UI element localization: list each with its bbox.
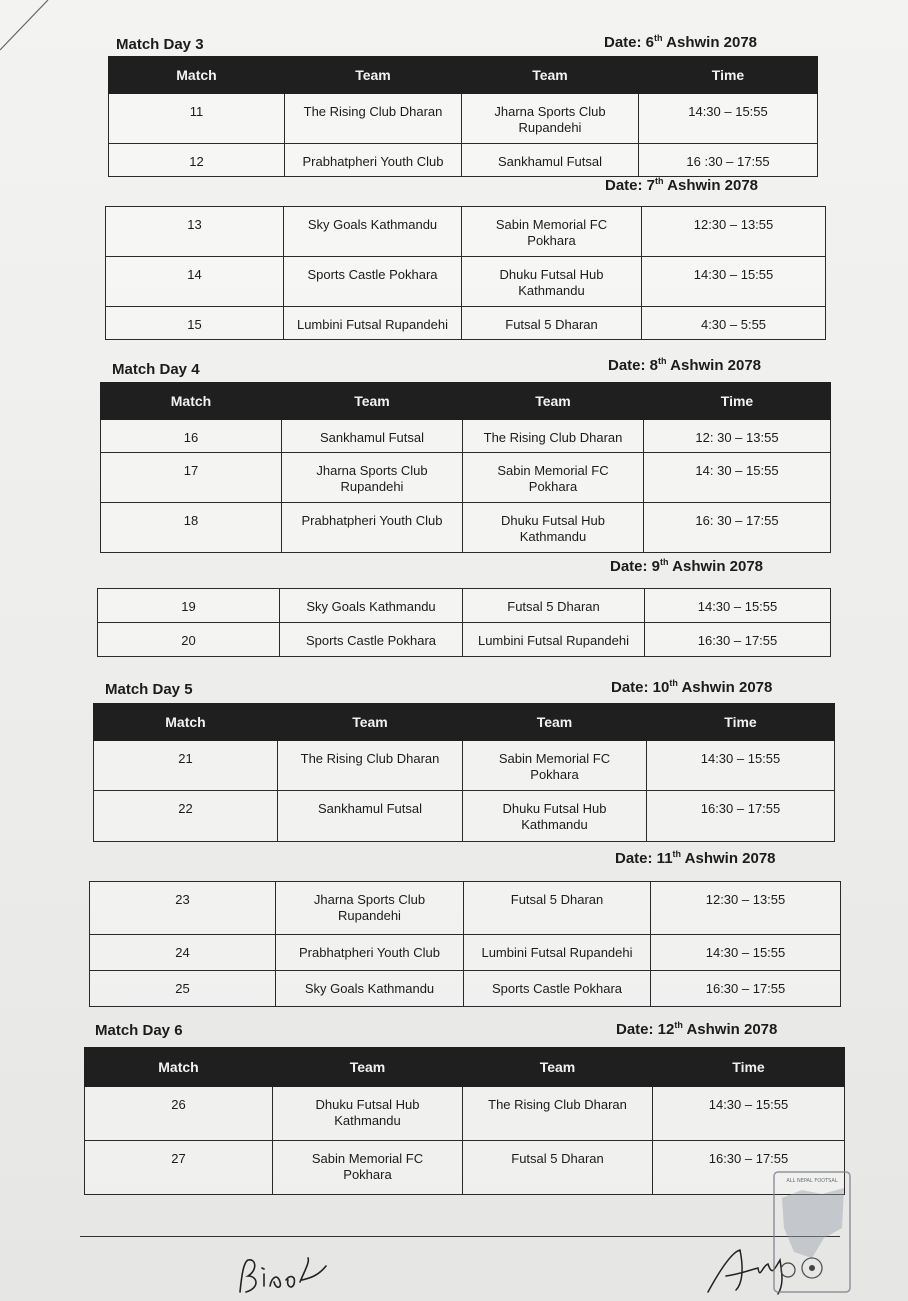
match-number: 20 [98, 623, 280, 657]
match-time: 12: 30 – 13:55 [644, 420, 831, 453]
match-number: 18 [101, 503, 282, 553]
column-header-team: Team [463, 1048, 653, 1087]
team-home: Prabhatpheri Youth Club [282, 503, 463, 553]
table-row [85, 1141, 845, 1195]
match-number: 15 [106, 307, 284, 340]
table-row [106, 257, 826, 307]
team-away: The Rising Club Dharan [463, 1087, 653, 1141]
table-row [101, 420, 831, 453]
column-header-time: Time [639, 57, 818, 94]
match-number: 21 [94, 741, 278, 791]
column-header-time: Time [653, 1048, 845, 1087]
schedule-table [89, 881, 841, 1007]
match-day-6-title: Match Day 6 [95, 1022, 183, 1039]
date-label: Date: 6th Ashwin 2078 [604, 33, 758, 51]
column-header-team: Team [463, 383, 644, 420]
team-away: Dhuku Futsal Hub Kathmandu [463, 503, 644, 553]
schedule-table [108, 56, 818, 177]
signature-left [230, 1252, 350, 1300]
match-number: 17 [101, 453, 282, 503]
team-home: Prabhatpheri Youth Club [276, 935, 464, 971]
team-home: Dhuku Futsal Hub Kathmandu [273, 1087, 463, 1141]
team-away: Dhuku Futsal Hub Kathmandu [463, 791, 647, 842]
date-label: Date: 10th Ashwin 2078 [611, 678, 773, 696]
date-label: Date: 12th Ashwin 2078 [616, 1020, 778, 1038]
match-number: 16 [101, 420, 282, 453]
team-away: Lumbini Futsal Rupandehi [463, 623, 645, 657]
match-time: 14: 30 – 15:55 [644, 453, 831, 503]
schedule-table [97, 588, 831, 657]
table-header-row [109, 57, 818, 94]
team-home: Jharna Sports Club Rupandehi [276, 882, 464, 935]
team-home: Sankhamul Futsal [278, 791, 463, 842]
date-label: Date: 11th Ashwin 2078 [615, 849, 776, 867]
team-home: Sports Castle Pokhara [280, 623, 463, 657]
table-row [90, 935, 841, 971]
column-header-team: Team [463, 704, 647, 741]
table-header-row [101, 383, 831, 420]
team-away: Futsal 5 Dharan [462, 307, 642, 340]
team-home: Sankhamul Futsal [282, 420, 463, 453]
team-away: Sabin Memorial FC Pokhara [463, 741, 647, 791]
table-row [106, 207, 826, 257]
match-time: 12:30 – 13:55 [651, 882, 841, 935]
match-time: 14:30 – 15:55 [639, 94, 818, 144]
match-time: 16:30 – 17:55 [645, 623, 831, 657]
team-away: Jharna Sports Club Rupandehi [462, 94, 639, 144]
signature-rule [80, 1236, 840, 1237]
team-away: The Rising Club Dharan [463, 420, 644, 453]
table-row [101, 503, 831, 553]
match-time: 14:30 – 15:55 [653, 1087, 845, 1141]
team-away: Futsal 5 Dharan [463, 1141, 653, 1195]
team-away: Sabin Memorial FC Pokhara [462, 207, 642, 257]
column-header-time: Time [647, 704, 835, 741]
team-home: Lumbini Futsal Rupandehi [284, 307, 462, 340]
team-home: Sky Goals Kathmandu [276, 971, 464, 1007]
table-row [98, 623, 831, 657]
match-time: 16 :30 – 17:55 [639, 144, 818, 177]
match-day-3-title: Match Day 3 [116, 36, 204, 53]
match-time: 16:30 – 17:55 [647, 791, 835, 842]
team-home: Jharna Sports Club Rupandehi [282, 453, 463, 503]
match-time: 14:30 – 15:55 [642, 257, 826, 307]
date-label: Date: 7th Ashwin 2078 [605, 176, 759, 194]
table-row [94, 791, 835, 842]
table-row [85, 1087, 845, 1141]
table-row [98, 589, 831, 623]
paper-fold-line [0, 0, 60, 60]
match-time: 16: 30 – 17:55 [644, 503, 831, 553]
team-home: The Rising Club Dharan [278, 741, 463, 791]
team-home: The Rising Club Dharan [285, 94, 462, 144]
match-number: 23 [90, 882, 276, 935]
team-away: Sabin Memorial FC Pokhara [463, 453, 644, 503]
match-number: 14 [106, 257, 284, 307]
association-stamp [772, 1168, 854, 1296]
team-home: Sports Castle Pokhara [284, 257, 462, 307]
match-number: 11 [109, 94, 285, 144]
match-time: 14:30 – 15:55 [645, 589, 831, 623]
column-header-match: Match [85, 1048, 273, 1087]
match-time: 4:30 – 5:55 [642, 307, 826, 340]
match-time: 16:30 – 17:55 [653, 1141, 845, 1195]
column-header-team: Team [285, 57, 462, 94]
column-header-team: Team [278, 704, 463, 741]
match-number: 27 [85, 1141, 273, 1195]
team-away: Futsal 5 Dharan [463, 589, 645, 623]
match-time: 12:30 – 13:55 [642, 207, 826, 257]
match-number: 19 [98, 589, 280, 623]
table-row [90, 971, 841, 1007]
table-row [101, 453, 831, 503]
match-day-5-title: Match Day 5 [105, 681, 193, 698]
date-label: Date: 9th Ashwin 2078 [610, 557, 764, 575]
match-number: 26 [85, 1087, 273, 1141]
schedule-table [93, 703, 835, 842]
column-header-time: Time [644, 383, 831, 420]
match-number: 12 [109, 144, 285, 177]
column-header-match: Match [94, 704, 278, 741]
match-number: 13 [106, 207, 284, 257]
column-header-team: Team [273, 1048, 463, 1087]
team-home: Prabhatpheri Youth Club [285, 144, 462, 177]
table-row [94, 741, 835, 791]
schedule-table [100, 382, 831, 553]
table-row [109, 144, 818, 177]
column-header-match: Match [101, 383, 282, 420]
date-label: Date: 8th Ashwin 2078 [608, 356, 762, 374]
schedule-table [84, 1047, 845, 1195]
match-number: 24 [90, 935, 276, 971]
table-row [109, 94, 818, 144]
table-header-row [94, 704, 835, 741]
svg-text:ALL NEPAL FOOTSAL: ALL NEPAL FOOTSAL [786, 1178, 838, 1184]
team-away: Dhuku Futsal Hub Kathmandu [462, 257, 642, 307]
match-time: 16:30 – 17:55 [651, 971, 841, 1007]
match-day-4-title: Match Day 4 [112, 361, 200, 378]
column-header-team: Team [462, 57, 639, 94]
team-away: Sports Castle Pokhara [464, 971, 651, 1007]
table-row [106, 307, 826, 340]
column-header-team: Team [282, 383, 463, 420]
schedule-table [105, 206, 826, 340]
team-home: Sky Goals Kathmandu [280, 589, 463, 623]
team-away: Sankhamul Futsal [462, 144, 639, 177]
team-away: Lumbini Futsal Rupandehi [464, 935, 651, 971]
match-time: 14:30 – 15:55 [647, 741, 835, 791]
match-number: 25 [90, 971, 276, 1007]
team-home: Sky Goals Kathmandu [284, 207, 462, 257]
match-time: 14:30 – 15:55 [651, 935, 841, 971]
table-row [90, 882, 841, 935]
table-header-row [85, 1048, 845, 1087]
team-away: Futsal 5 Dharan [464, 882, 651, 935]
team-home: Sabin Memorial FC Pokhara [273, 1141, 463, 1195]
column-header-match: Match [109, 57, 285, 94]
match-number: 22 [94, 791, 278, 842]
